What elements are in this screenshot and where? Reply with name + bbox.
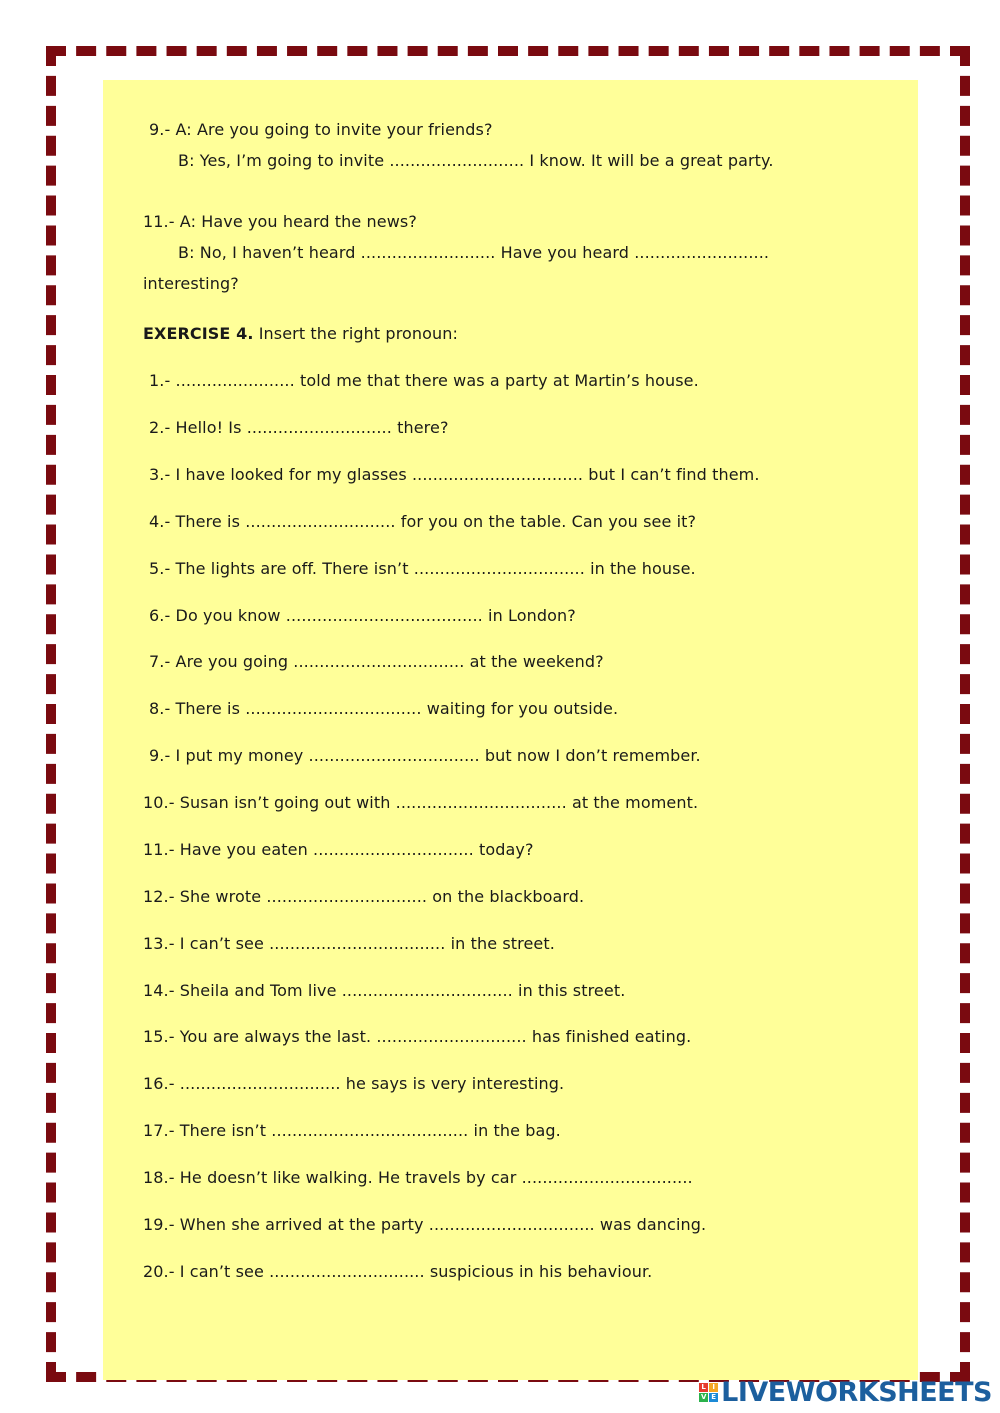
liveworksheets-logo[interactable] bbox=[699, 1375, 992, 1409]
exercise-item-20: 20.- I can’t see .............................. suspicious in his behaviour. bbox=[143, 1262, 653, 1281]
logo-block-i: I bbox=[709, 1383, 718, 1392]
q11-line-b-continued: interesting? bbox=[143, 274, 239, 293]
exercise-item-12: 12.- She wrote ............................... on the blackboard. bbox=[143, 887, 585, 906]
exercise-item-10: 10.- Susan isn’t going out with ................................. at the moment. bbox=[143, 793, 699, 812]
exercise-item-3: 3.- I have looked for my glasses ................................. but I can’t find them. bbox=[149, 465, 760, 484]
q9-line-b: B: Yes, I’m going to invite .......................... I know. It will be a great party. bbox=[178, 151, 774, 170]
exercise-item-1: 1.- ....................... told me that there was a party at Martin’s house. bbox=[149, 371, 699, 390]
exercise-item-11: 11.- Have you eaten ............................... today? bbox=[143, 840, 534, 859]
exercise-item-18: 18.- He doesn’t like walking. He travels by car ................................. bbox=[143, 1168, 693, 1187]
exercise-item-8: 8.- There is .................................. waiting for you outside. bbox=[149, 699, 619, 718]
q11-line-a: 11.- A: Have you heard the news? bbox=[143, 212, 417, 231]
exercise-item-4: 4.- There is ............................. for you on the table. Can you see it? bbox=[149, 512, 697, 531]
exercise-4-label: EXERCISE 4. bbox=[143, 324, 254, 343]
q11-line-b: B: No, I haven’t heard .......................... Have you heard .......................... bbox=[178, 243, 770, 262]
q9-line-a: 9.- A: Are you going to invite your friends? bbox=[149, 120, 493, 139]
exercise-item-6: 6.- Do you know ...................................... in London? bbox=[149, 606, 576, 625]
exercise-item-13: 13.- I can’t see .................................. in the street. bbox=[143, 934, 555, 953]
exercise-item-14: 14.- Sheila and Tom live ................................. in this street. bbox=[143, 981, 626, 1000]
exercise-item-9: 9.- I put my money ................................. but now I don’t remember. bbox=[149, 746, 701, 765]
exercise-item-19: 19.- When she arrived at the party ................................ was dancing. bbox=[143, 1215, 707, 1234]
exercise-item-7: 7.- Are you going ................................. at the weekend? bbox=[149, 652, 604, 671]
logo-blocks-icon bbox=[699, 1383, 718, 1402]
exercise-item-16: 16.- ............................... he says is very interesting. bbox=[143, 1074, 565, 1093]
exercise-4-heading bbox=[143, 324, 458, 344]
logo-block-v: V bbox=[700, 1392, 707, 1401]
exercise-item-17: 17.- There isn’t ...................................... in the bag. bbox=[143, 1121, 561, 1140]
exercise-item-5: 5.- The lights are off. There isn’t ................................. in the house. bbox=[149, 559, 696, 578]
exercise-item-2: 2.- Hello! Is ............................ there? bbox=[149, 418, 449, 437]
exercise-4-instruction: Insert the right pronoun: bbox=[253, 324, 459, 343]
exercise-item-15: 15.- You are always the last. ............................. has finished eating. bbox=[143, 1027, 692, 1046]
logo-block-l: L bbox=[699, 1383, 708, 1392]
logo-text: LIVEWORKSHEETS bbox=[721, 1376, 992, 1408]
logo-block-e: E bbox=[709, 1393, 718, 1402]
